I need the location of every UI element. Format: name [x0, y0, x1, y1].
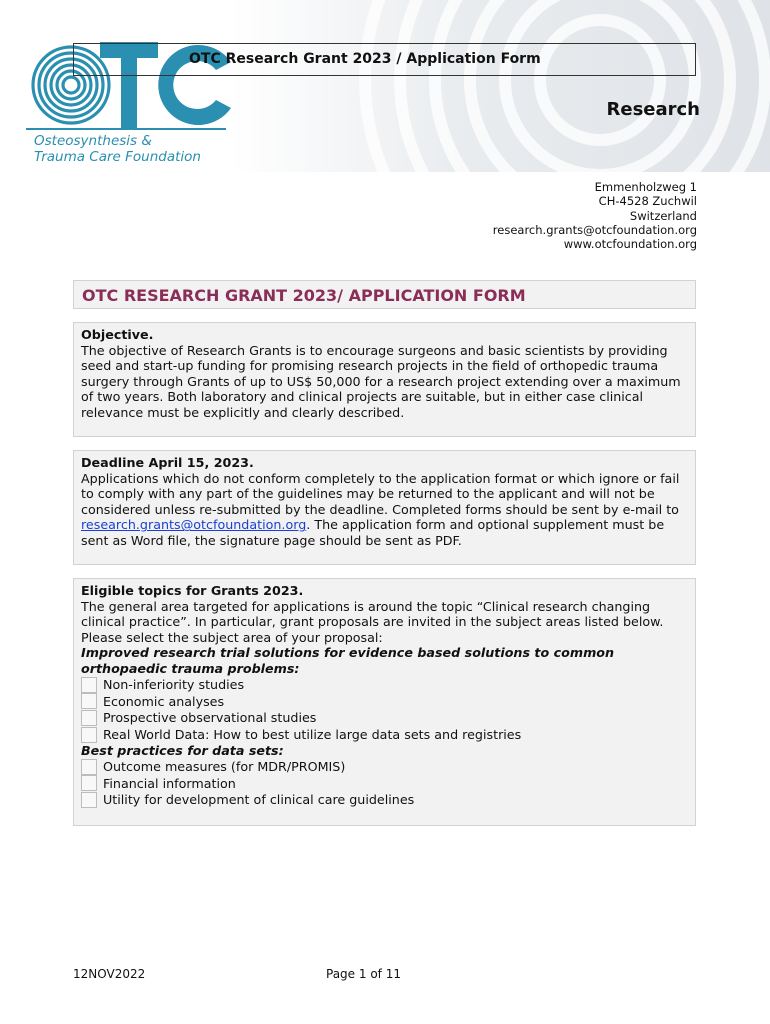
objective-panel: [73, 322, 696, 437]
address-website: www.otcfoundation.org: [563, 237, 697, 252]
checkbox[interactable]: [81, 727, 97, 743]
topic-option-economic[interactable]: [81, 693, 688, 710]
topic-label: Financial information: [103, 775, 236, 791]
topics-intro: The general area targeted for applications is around the topic “Clinical research changing clinical practice”. In particular, grant proposals are invited in the subject areas listed below. Please select the subject area of your proposal:: [81, 598, 664, 645]
address-country: Switzerland: [629, 208, 697, 223]
topic-label: Prospective observational studies: [103, 710, 317, 726]
main-title-box: [73, 280, 696, 309]
topic-option-outcome-measures[interactable]: [81, 759, 688, 776]
checkbox[interactable]: [81, 775, 97, 791]
topic-option-prospective[interactable]: [81, 710, 688, 727]
address-email: research.grants@otcfoundation.org: [492, 222, 697, 237]
objective-body: The objective of Research Grants is to encourage surgeons and basic scientists by providing seed and start-up funding for promising research projects in the field of orthopedic trauma surgery through Grants of up to US$ 50,000 for a research project extending over a maximum of two years. Both laboratory and clinical projects are suitable, but in either case clinical relevance must be explicitly and clearly described.: [81, 342, 681, 420]
decorative-rings: [300, 0, 770, 172]
form-title-box: [73, 43, 696, 76]
email-link[interactable]: research.grants@otcfoundation.org: [81, 517, 307, 533]
logo-tagline-line2: Trauma Care Foundation: [34, 149, 201, 165]
topic-label: Real World Data: How to best utilize large data sets and registries: [103, 726, 522, 742]
objective-heading: Objective.: [81, 327, 154, 342]
form-title: OTC Research Grant 2023 / Application Form: [189, 51, 541, 67]
deadline-body: [81, 471, 688, 549]
topic-label: Non-inferiority studies: [103, 677, 245, 693]
address-block: [493, 180, 697, 251]
logo-tagline-line1: Osteosynthesis &: [34, 133, 152, 149]
topic-option-financial[interactable]: [81, 775, 688, 792]
address-street: Emmenholzweg 1: [594, 180, 697, 194]
topic-label: Utility for development of clinical care guidelines: [103, 792, 415, 808]
deadline-panel: [73, 450, 696, 565]
checkbox[interactable]: [81, 677, 97, 693]
footer-date: 12NOV2022: [73, 967, 146, 981]
main-title: OTC RESEARCH GRANT 2023/ APPLICATION FORM: [82, 286, 526, 305]
topic-option-real-world-data[interactable]: [81, 726, 688, 743]
checkbox[interactable]: [81, 710, 97, 726]
topics-group1-title: Improved research trial solutions for evidence based solutions to common orthopaedic trauma problems:: [81, 645, 615, 676]
logo-divider: [26, 128, 226, 130]
topic-option-non-inferiority[interactable]: [81, 677, 688, 694]
footer-page-number: Page 1 of 11: [326, 967, 401, 981]
deadline-text-2: . The application form and optional supplement must be sent as Word file, the signature page should be sent as PDF.: [81, 517, 665, 548]
topics-group2-title: Best practices for data sets:: [81, 742, 284, 758]
deadline-text-1: Applications which do not conform completely to the application format or which ignore or fail to comply with any part of the guidelines may be returned to the applicant and will not be considered unless re-submitted by the deadline. Completed forms should be sent by e-mail to: [81, 470, 680, 517]
topics-panel: [73, 578, 696, 826]
topic-label: Outcome measures (for MDR/PROMIS): [103, 759, 346, 775]
checkbox[interactable]: [81, 792, 97, 808]
topic-label: Economic analyses: [103, 693, 225, 709]
section-label: Research: [606, 99, 700, 120]
address-city: CH-4528 Zuchwil: [598, 194, 697, 209]
topics-heading: Eligible topics for Grants 2023.: [81, 583, 304, 598]
deadline-heading: Deadline April 15, 2023.: [81, 455, 254, 470]
logo-tagline: [34, 133, 234, 165]
checkbox[interactable]: [81, 693, 97, 709]
topic-option-guidelines[interactable]: [81, 792, 688, 809]
checkbox[interactable]: [81, 759, 97, 775]
